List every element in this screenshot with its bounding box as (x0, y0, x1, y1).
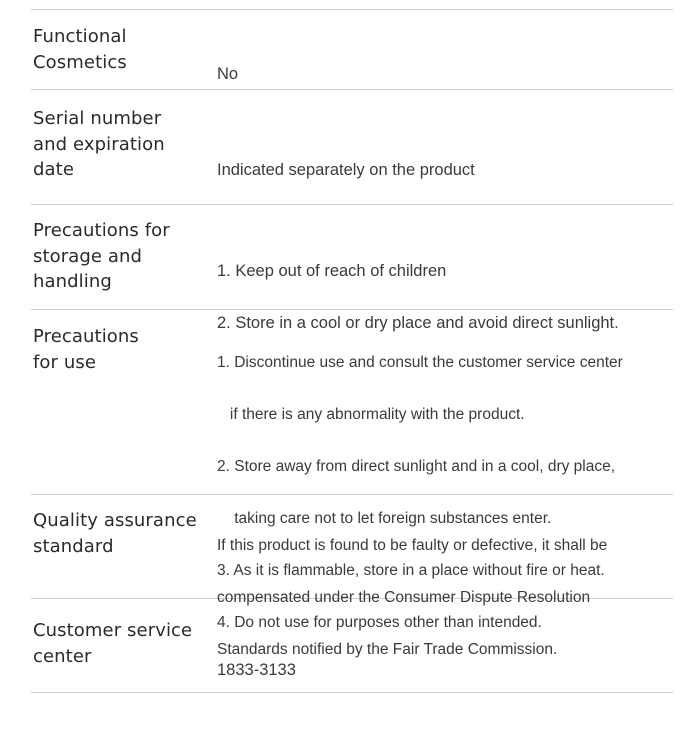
value-line: 3. As it is flammable, store in a place without fire or heat. (217, 562, 605, 579)
value-line: 1. Keep out of reach of children (217, 262, 447, 280)
table-row (31, 10, 673, 90)
row-label: Serial number and expiration date (33, 108, 165, 180)
row-label: Functional Cosmetics (33, 26, 127, 73)
row-value (217, 131, 667, 209)
value-line: Standards notified by the Fair Trade Commission. (217, 641, 558, 658)
value-line: No (217, 65, 239, 83)
table-row (31, 599, 673, 693)
value-line: 1. Discontinue use and consult the customer service center (217, 354, 623, 371)
row-value (217, 631, 667, 709)
row-label: Customer service center (33, 620, 193, 667)
table-row (31, 90, 673, 205)
value-line: taking care not to let foreign substances enter. (217, 510, 552, 527)
value-line: compensated under the Consumer Dispute Resolution (217, 589, 591, 606)
value-line: If this product is found to be faulty or defective, it shall be (217, 537, 608, 554)
value-line: 2. Store away from direct sunlight and in a cool, dry place, (217, 458, 616, 475)
row-label: Quality assurance standard (33, 510, 197, 557)
row-label: Precautions for storage and handling (33, 220, 170, 292)
value-line: 4. Do not use for purposes other than intended. (217, 614, 542, 631)
product-info-table (31, 9, 673, 693)
value-line: if there is any abnormality with the product. (217, 406, 525, 423)
value-line: 2. Store in a cool or dry place and avoid direct sunlight. (217, 314, 619, 332)
value-line: Indicated separately on the product (217, 161, 475, 179)
row-label: Precautions for use (33, 326, 139, 373)
value-line: 1833-3133 (217, 661, 296, 679)
table-row (31, 205, 673, 332)
